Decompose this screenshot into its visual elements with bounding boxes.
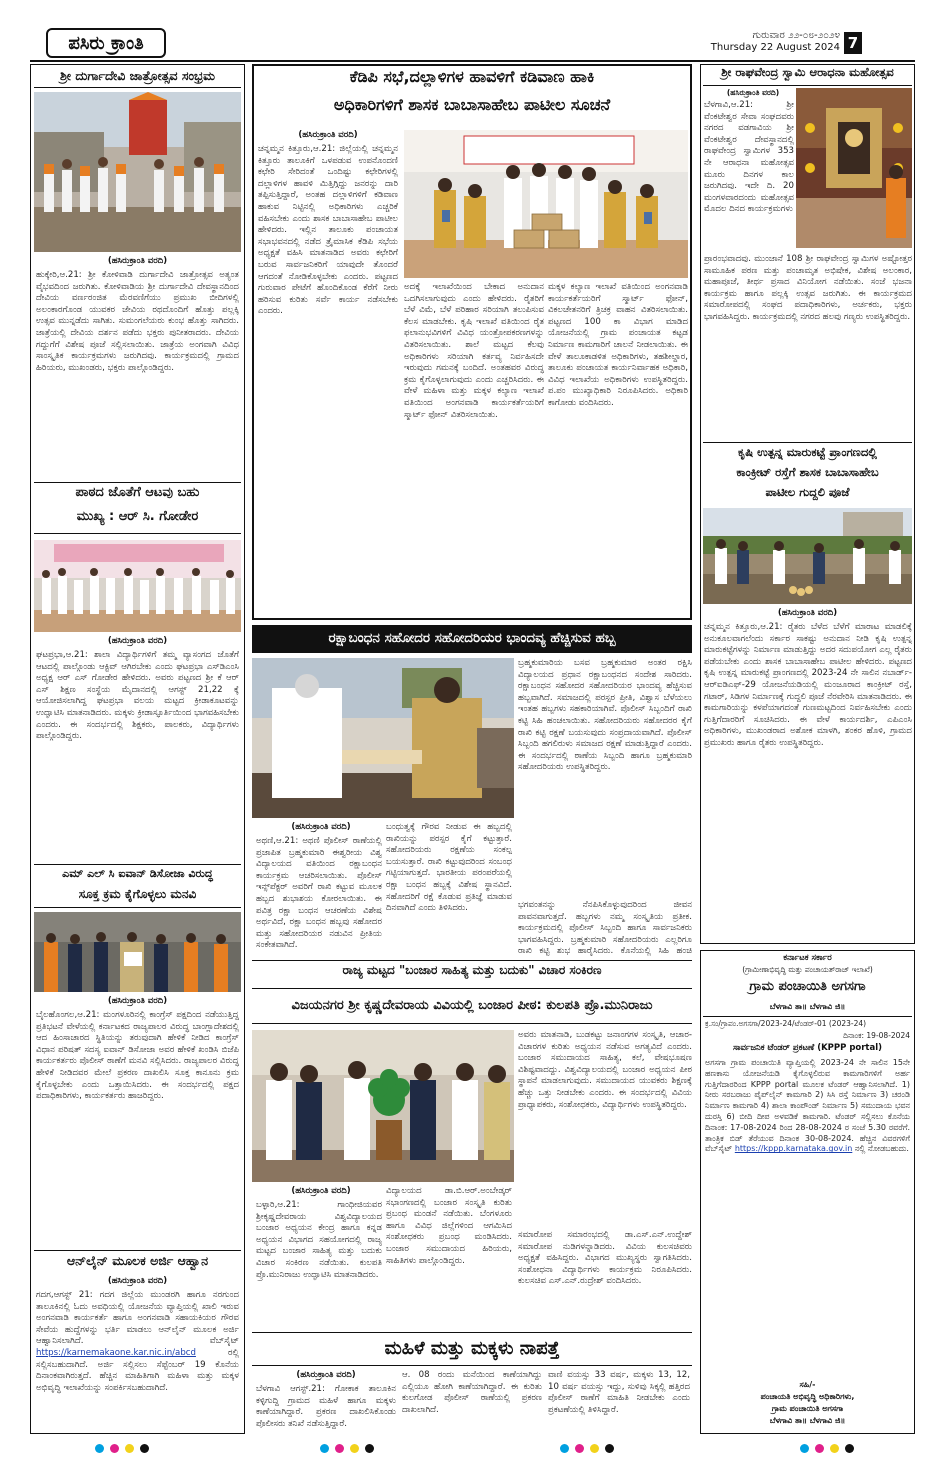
divider	[34, 482, 241, 483]
notice-signatory: ಪಂಚಾಯತಿ ಅಭಿವೃದ್ಧಿ ಅಧಿಕಾರಿಗಳು,	[760, 1392, 855, 1401]
apmc-headline-line3: ಪಾಟೀಲ ಗುದ್ದಲಿ ಪೂಜೆ	[765, 485, 850, 499]
raksha-side-column: ಬ್ರಹ್ಮಕುಮಾರಿಯ ಬಸವ ಬ್ರಹ್ಮಕುಮಾರ ಅಂತರ ರಕ್ಷಿಸಿ ವಿದ್ಯಾಲಯದ ಪ್ರಧಾನ ರಕ್ಷಾಬಂಧನದ ಸಂದೇಶ ಸಾರಿದರು. ರಕ್ಷಾಬಂಧನ ಸಹೋದರ ಸಹೋದರಿಯರ ಭಾಂದವ್ಯ ಹೆಚ್ಚಿಸುವ ಹಬ್ಬವಾಗಿದೆ. ಸಮಾಜದಲ್ಲಿ ಪರಸ್ಪರ ಪ್ರೀತಿ, ವಿಶ್ವಾಸ ಬೆಳೆಯಲು ಇಂತಹ ಹಬ್ಬಗಳು ಸಹಕಾರಿಯಾಗಿವೆ. ಪೊಲೀಸ್ ಸಿಬ್ಬಂದಿಗೆ ರಾಖಿ ಕಟ್ಟಿ ಸಿಹಿ ಹಂಚಲಾಯಿತು. ಸಹೋದರಿಯರು ಸಹೋದರರ ಕೈಗೆ ರಾಖಿ ಕಟ್ಟಿ ರಕ್ಷಣೆ ಬಯಸುವುದು ಸಂಪ್ರದಾಯವಾಗಿದೆ. ಪೊಲೀಸ್ ಸಿಬ್ಬಂದಿ ಹಗಲಿರುಳು ಸಮಾಜದ ರಕ್ಷಣೆ ಮಾಡುತ್ತಿದ್ದಾರೆ ಎಂದರು. ಈ ಸಂದರ್ಭದಲ್ಲಿ ಠಾಣೆಯ ಸಿಬ್ಬಂದಿ ಹಾಗೂ ಬ್ರಹ್ಮಕುಮಾರಿ ಸಹೋದರಿಯರು ಉಪಸ್ಥಿತರಿದ್ದರು.	[518, 658, 692, 773]
apmc-photo	[703, 508, 912, 604]
online-application-text-2: ರಲ್ಲಿ ಸಲ್ಲಿಸಬಹುದಾಗಿದೆ. ಅರ್ಜಿ ಸಲ್ಲಿಸಲು ಸೆಪ್ಟೆಂಬರ್ 19 ಕೊನೆಯ ದಿನಾಂಕವಾಗಿರುತ್ತದೆ. ಹೆಚ್ಚಿನ ಮಾಹಿತಿಗಾಗಿ ಮಹಿಳಾ ಮತ್ತು ಮಕ್ಕಳ ಅಭಿವೃದ್ಧಿ ಇಲಾಖೆಯನ್ನು ಸಂಪರ್ಕಿಸಬಹುದಾಗಿದೆ.	[36, 1347, 239, 1393]
raghavendra-body: ಪ್ರಾರಂಭವಾದವು. ಮುಂಜಾನೆ 108 ಶ್ರೀ ರಾಘವೇಂದ್ರ ಸ್ವಾಮಿಗಳ ಅಷ್ಟೋತ್ತರ ಸಾಮೂಹಿಕ ಪಠಣ ಮತ್ತು ಪಂಚಾಮೃತ ಅಭಿಷೇಕ, ವಿಶೇಷ ಅಲಂಕಾರ, ಮಹಾಪೂಜೆ, ತೀರ್ಥ ಪ್ರಸಾದ ವಿನಿಯೋಗ ನಡೆಯಿತು. ಸಂಜೆ ಭಜನಾ ಕಾರ್ಯಕ್ರಮ ಹಾಗೂ ಪಲ್ಲಕ್ಕಿ ಉತ್ಸವ ಜರುಗಿತು. ಈ ಕಾರ್ಯಕ್ರಮದ ಸಮಾರೋಪದಲ್ಲಿ ಸಂಘದ ಪದಾಧಿಕಾರಿಗಳು, ಅರ್ಚಕರು, ಭಕ್ತರು ಭಾಗವಹಿಸಿದ್ದರು. ಕಾರ್ಯಕ್ರಮದಲ್ಲಿ ನಗರದ ಹಲವು ಗಣ್ಯರು ಉಪಸ್ಥಿತರಿದ್ದರು.	[704, 254, 912, 322]
notice-reference: ಕ್ರ.ಸಂ/ಗ್ರಾಪಂ.ಅಗಸಗಾ/2023-24/ಟೆಂಡರ್-01 (2023-24)	[705, 1019, 867, 1028]
raksha-headline: ರಕ್ಷಾಬಂಧನ ಸಹೋದರ ಸಹೋದರಿಯರ ಭಾಂದವ್ಯ ಹೆಚ್ಚಿಸುವ ಹಬ್ಬ	[252, 625, 692, 653]
durgadevi-body: ಹುಕ್ಕೇರಿ,ಆ.21: ಶ್ರೀ ಕೋಳಿವಾಡಿ ದುರ್ಗಾದೇವಿ ಜಾತ್ರೋತ್ಸವ ಅತ್ಯಂತ ವೈಭವದಿಂದ ಜರುಗಿತು. ಕೋಳಿವಾಡಿಯ ಶ್ರೀ ದುರ್ಗಾದೇವಿ ದೇವಸ್ಥಾನದಿಂದ ದೇವಿಯ ವರ್ಣರಂಜಿತ ಮೆರವಣಿಗೆಯು ಪ್ರಮುಖ ಬೀದಿಗಳಲ್ಲಿ ಅಲಂಕಾರಗೊಂಡ ಯುವಕರ ಜೇವಿಯ ರಥದೊಂದಿಗೆ ಹೊತ್ತು ಪಲ್ಲಕ್ಕಿ ಉತ್ಸವ ಮುನ್ನಡೆದು ಸಾಗಿತು. ಸುಮಂಗಲೆಯರು ಕುಂಭ ಹೊತ್ತು ಸಾಗಿದರು. ಜಾತ್ರೆಯಲ್ಲಿ ದೇವಿಯ ದರ್ಶನ ಪಡೆದು ಭಕ್ತರು ಪುನೀತರಾದರು. ದೇವಿಯ ಗದ್ದುಗೆಗೆ ವಿಶೇಷ ಪೂಜೆ ಸಲ್ಲಿಸಲಾಯಿತು. ಜಾತ್ರೆಯ ಅಂಗವಾಗಿ ವಿವಿಧ ಸಾಂಸ್ಕೃತಿಕ ಕಾರ್ಯಕ್ರಮಗಳು ಜರುಗಿದವು. ಕಾರ್ಯಕ್ರಮದಲ್ಲಿ ಗ್ರಾಮದ ಹಿರಿಯರು, ಮುಖಂಡರು, ಭಕ್ತರು ಪಾಲ್ಗೊಂಡಿದ್ದರು.	[36, 270, 239, 373]
banjara-column-1: ಬಳ್ಳಾರಿ,ಆ.21: ಗಾಂಧೀಜಿಯವರ ಶ್ರೀಕೃಷ್ಣದೇವರಾಯ ವಿಶ್ವವಿದ್ಯಾಲಯದ ಬಂಜಾರ ಅಧ್ಯಯನ ಕೇಂದ್ರ ಹಾಗೂ ಕನ್ನಡ ಅಧ್ಯಯನ ವಿಭಾಗದ ಸಹಯೋಗದಲ್ಲಿ ರಾಜ್ಯ ಮಟ್ಟದ ಬಂಜಾರ ಸಾಹಿತ್ಯ ಮತ್ತು ಬದುಕು ವಿಚಾರ ಸಂಕಿರಣ ನಡೆಯಿತು. ಕುಲಪತಿ ಪ್ರೊ.ಮುನಿರಾಜು ಉದ್ಘಾಟಿಸಿ ಮಾತನಾಡಿದರು.	[256, 1200, 382, 1280]
missing-credit: (ಹಸಿರುಕ್ರಾಂತಿ ವರದಿ)	[296, 1370, 356, 1380]
registration-marks-center-left	[320, 1442, 380, 1454]
notice-text: ಅಗಸಗಾ ಗ್ರಾಮ ಪಂಚಾಯಿತಿ ವ್ಯಾಪ್ತಿಯಲ್ಲಿ 2023-24 ನೇ ಸಾಲಿನ 15ನೇ ಹಣಕಾಸು ಯೋಜನೆಯಡಿ ಕೈಗೊಳ್ಳಲಿರುವ ಕಾಮಗಾರಿಗಳಿಗೆ ಅರ್ಹ ಗುತ್ತಿಗೆದಾರರಿಂದ KPPP portal ಮೂಲಕ ಟೆಂಡರ್ ಆಹ್ವಾನಿಸಲಾಗಿದೆ. 1) ನೀರು ಸರಬರಾಜು ಪೈಪ್‌ಲೈನ್ ಕಾಮಗಾರಿ 2) ಸಿಸಿ ರಸ್ತೆ ನಿರ್ಮಾಣ 3) ಚರಂಡಿ ನಿರ್ಮಾಣ ಕಾಮಗಾರಿ 4) ಶಾಲಾ ಕಾಂಪೌಂಡ್ ನಿರ್ಮಾಣ 5) ಸಮುದಾಯ ಭವನ ದುರಸ್ತಿ 6) ಬೀದಿ ದೀಪ ಅಳವಡಿಕೆ ಕಾಮಗಾರಿ. ಟೆಂಡರ್ ಸಲ್ಲಿಸಲು ಕೊನೆಯ ದಿನಾಂಕ: 17-08-2024 ರಿಂದ 28-08-2024 ರ ಸಂಜೆ 5.30 ರವರೆಗೆ. ತಾಂತ್ರಿಕ ಬಿಡ್ ತೆರೆಯುವ ದಿನಾಂಕ 30-08-2024. ಹೆಚ್ಚಿನ ವಿವರಗಳಿಗೆ ವೆಬ್‌ಸೈಟ್	[705, 1058, 910, 1154]
notice-title: ಗ್ರಾಮ ಪಂಚಾಯಿತಿ ಅಗಸಗಾ	[749, 979, 866, 994]
durgadevi-headline: ಶ್ರೀ ದುರ್ಗಾದೇವಿ ಜಾತ್ರೋತ್ಸವ ಸಂಭ್ರಮ	[34, 66, 241, 88]
sports-headline-line2: ಮುಖ್ಯ : ಆರ್ ಸಿ. ಗೋಡೇರ	[34, 510, 241, 534]
yellow-dot	[125, 1444, 134, 1453]
kdp-credit: (ಹಸಿರುಕ್ರಾಂತಿ ವರದಿ)	[298, 130, 358, 140]
notice-signatory-place: ಬೆಳಗಾವಿ ತಾ॥ ಬೆಳಗಾವಿ ಜಿ॥	[769, 1416, 846, 1425]
registration-marks-left	[95, 1442, 155, 1454]
kdp-headline-line1: ಕೆಡಿಪಿ ಸಭೆ,ದಲ್ಲಾಳಿಗಳ ಹಾವಳಿಗೆ ಕಡಿವಾಣ ಹಾಕಿ	[349, 67, 595, 86]
kdp-column-1: ಚನ್ನಮ್ಮನ ಕಿತ್ತೂರು,ಆ.21: ಜಿಲ್ಲೆಯಲ್ಲಿ ಚನ್ನಮ್ಮನ ಕಿತ್ತೂರು ತಾಲೂಕಿಗೆ ಒಳಪಡುವ ಉಪನೊಂದಣಿ ಕಛೇರಿ ಸೇರಿದಂತೆ ಒಂದಿಷ್ಟು ಕಛೇರಿಗಳಲ್ಲಿ ದಲ್ಲಾಳಿಗಳ ಹಾವಳಿ ಮಿತ್ತಿಗ್ಗಿದ್ದು ಜನರನ್ನು ದಾರಿ ತಪ್ಪಿಸುತ್ತಿದ್ದಾರೆ, ಅಂತಹ ದಲ್ಲಾಳಿಗಳಿಗೆ ಕಡಿವಾಣ ಹಾಕುವ ನಿಟ್ಟಿನಲ್ಲಿ ಅಧಿಕಾರಿಗಳು ಎಚ್ಚರಿಕೆ ವಹಿಸಬೇಕು ಎಂದು ಶಾಸಕ ಬಾಬಾಸಾಹೇಬ ಪಾಟೀಲ ಹೇಳಿದರು. ಇಲ್ಲಿನ ತಾಲೂಕು ಪಂಚಾಯತ ಸಭಾಭವನದಲ್ಲಿ ನಡೆದ ತ್ರೈಮಾಸಿಕ ಕೆಡಿಪಿ ಸಭೆಯ ಅಧ್ಯಕ್ಷತೆ ವಹಿಸಿ ಮಾತನಾಡಿದ ಅವರು ಕಛೇರಿಗೆ ಬರುವ ಸಾರ್ವಜನಿಕರಿಗೆ ಯಾವುದೇ ತೊಂದರೆ ಆಗದಂತೆ ನೋಡಿಕೊಳ್ಳಬೇಕು ಎಂದರು. ಪಟ್ಟಣದ ಗುರುವಾರ ಪೇಟೆಗೆ ಹೊಂದಿಕೊಂಡ ಕೆರೆಗೆ ನೀರು ಹರಿಸುವ ಕುರಿತು ಸರ್ವೆ ಕಾರ್ಯ ನಡೆಸಬೇಕು ಎಂದರು.	[258, 144, 398, 317]
banjara-column-2: ವಿದ್ಯಾಲಯದ ಡಾ.ಬಿ.ಆರ್.ಅಂಬೇಡ್ಕರ್ ಸಭಾಂಗಣದಲ್ಲಿ ಬಂಜಾರ ಸಂಸ್ಕೃತಿ ಕುರಿತು ಪ್ರಬಂಧ ಮಂಡನೆ ನಡೆಯಿತು. ಬೆಂಗಳೂರು ಹಾಗೂ ವಿವಿಧ ಜಿಲ್ಲೆಗಳಿಂದ ಆಗಮಿಸಿದ ಸಂಶೋಧಕರು ಪ್ರಬಂಧ ಮಂಡಿಸಿದರು. ಬಂಜಾರ ಸಮುದಾಯದ ಹಿರಿಯರು, ಸಾಹಿತಿಗಳು ಪಾಲ್ಗೊಂಡಿದ್ದರು.	[386, 1186, 512, 1266]
issue-date	[690, 30, 840, 56]
magenta-dot	[575, 1444, 584, 1453]
yellow-dot	[350, 1444, 359, 1453]
raksha-credit: (ಹಸಿರುಕ್ರಾಂತಿ ವರದಿ)	[291, 822, 351, 832]
black-dot	[140, 1444, 149, 1453]
raghavendra-photo	[796, 88, 912, 248]
mlc-body: ಬೈಲಹೊಂಗಲ,ಆ.21: ಮಂಗಳೂರಿನಲ್ಲಿ ಕಾಂಗ್ರೆಸ್ ಪಕ್ಷದಿಂದ ನಡೆಯುತ್ತಿದ್ದ ಪ್ರತಿಭಟನೆ ವೇಳೆಯಲ್ಲಿ ಕರ್ನಾಟಕದ ರಾಜ್ಯಪಾಲರ ವಿರುದ್ಧ ಬಾಂಗ್ಲಾದೇಶದಲ್ಲಿ ಆದ ಹಿಂಸಾಚಾರದ ಸ್ಥಿತಿಯನ್ನು ತರುವುದಾಗಿ ಹೇಳಿಕೆ ನೀಡಿದ ಕಾಂಗ್ರೆಸ್ ವಿಧಾನ ಪರಿಷತ್ ಸದಸ್ಯ ಐವಾನ್ ಡಿಸೋಜಾ ಅವರ ಹೇಳಿಕೆ ಖಂಡಿಸಿ ಬಿಜೆಪಿ ಕಾರ್ಯಕರ್ತರು ಪೊಲೀಸ್ ಠಾಣೆಗೆ ಮನವಿ ಸಲ್ಲಿಸಿದರು. ರಾಜ್ಯಪಾಲರ ವಿರುದ್ಧ ಹೇಳಿಕೆ ನೀಡಿದವರ ಮೇಲೆ ಪ್ರಕರಣ ದಾಖಲಿಸಿ ಸೂಕ್ತ ಕಾನೂನು ಕ್ರಮ ಕೈಗೊಳ್ಳಬೇಕು ಎಂದು ಒತ್ತಾಯಿಸಿದರು. ಈ ಸಂದರ್ಭದಲ್ಲಿ ಪಕ್ಷದ ಪದಾಧಿಕಾರಿಗಳು, ಕಾರ್ಯಕರ್ತರು ಹಾಜರಿದ್ದರು.	[36, 1010, 239, 1102]
divider	[703, 1016, 912, 1017]
mlc-headline-line1: ಎಮ್ ಎಲ್ ಸಿ ಐವಾನ್ ಡಿಸೋಜಾ ವಿರುದ್ಧ	[62, 867, 213, 880]
black-dot	[365, 1444, 374, 1453]
page-number: 7	[844, 32, 862, 54]
online-application-headline: ಆನ್‌ಲೈನ್ ಮೂಲಕ ಅರ್ಜಿ ಆಹ್ವಾನ	[66, 1253, 209, 1268]
sports-headline-line1: ಪಾಠದ ಜೊತೆಗೆ ಆಟವು ಬಹು	[75, 485, 200, 500]
raghavendra-credit: (ಹಸಿರುಕ್ರಾಂತಿ ವರದಿ)	[726, 88, 780, 97]
issue-date-english: Thursday 22 August 2024	[710, 42, 840, 53]
mlc-photo	[34, 912, 241, 992]
sports-credit: (ಹಸಿರುಕ್ರಾಂತಿ ವರದಿ)	[107, 636, 168, 646]
cyan-dot	[800, 1444, 809, 1453]
cyan-dot	[320, 1444, 329, 1453]
notice-department: (ಗ್ರಾಮೀಣಾಭಿವೃದ್ಧಿ ಮತ್ತು ಪಂಚಾಯತ್‌ರಾಜ್ ಇಲಾಖೆ)	[742, 965, 873, 974]
missing-column-3: ವಾಣಿ ವಯಸ್ಸು 33 ವರ್ಷ, ಮಕ್ಕಳು 13, 12, 10 ವರ್ಷ ವಯಸ್ಸು ಇದ್ದು, ಸುಳಿವು ಸಿಕ್ಕಲ್ಲಿ ಹತ್ತಿರದ ಪೊಲೀಸ್ ಠಾಣೆಗೆ ಮಾಹಿತಿ ನೀಡಬೇಕು ಎಂದು ಪ್ರಕಟಣೆಯಲ್ಲಿ ತಿಳಿಸಿದ್ದಾರೆ.	[548, 1370, 690, 1415]
raksha-column-2: ಬಂಧುತ್ವಕ್ಕೆ ಗೌರವ ನೀಡುವ ಈ ಹಬ್ಬದಲ್ಲಿ ರಾಖಿಯನ್ನು ಪರಸ್ಪರ ಕೈಗೆ ಕಟ್ಟುತ್ತಾರೆ. ಸಹೋದರಿಯರು ರಕ್ಷಣೆಯ ಸಂಕಲ್ಪ ಬಯಸುತ್ತಾರೆ. ರಾಖಿ ಕಟ್ಟುವುದರಿಂದ ಸಂಬಂಧ ಗಟ್ಟಿಯಾಗುತ್ತದೆ. ಭಾರತೀಯ ಪರಂಪರೆಯಲ್ಲಿ ರಕ್ಷಾ ಬಂಧನ ಹಬ್ಬಕ್ಕೆ ವಿಶೇಷ ಸ್ಥಾನವಿದೆ. ಸಹೋದರಿಗೆ ರಕ್ಷೆ ಕೊಡುವ ಪ್ರತಿಜ್ಞೆ ಮಾಡುವ ದಿನವಾಗಿದೆ ಎಂದು ತಿಳಿಸಿದರು.	[386, 822, 512, 914]
banjara-side-column: ಅವರು ಮಾತನಾಡಿ, ಬುಡಕಟ್ಟು ಜನಾಂಗಗಳ ಸಂಸ್ಕೃತಿ, ಆಚಾರ-ವಿಚಾರಗಳ ಕುರಿತು ಅಧ್ಯಯನ ನಡೆಸುವ ಅಗತ್ಯವಿದೆ ಎಂದರು. ಬಂಜಾರ ಸಮುದಾಯದ ಸಾಹಿತ್ಯ, ಕಲೆ, ವೇಷಭೂಷಣ ವಿಶಿಷ್ಟವಾದದ್ದು. ವಿಶ್ವವಿದ್ಯಾಲಯದಲ್ಲಿ ಬಂಜಾರ ಅಧ್ಯಯನ ಪೀಠ ಸ್ಥಾಪನೆ ಮಾಡಲಾಗುವುದು. ಸಮುದಾಯದ ಯುವಕರು ಶಿಕ್ಷಣಕ್ಕೆ ಹೆಚ್ಚು ಒತ್ತು ನೀಡಬೇಕು ಎಂದರು. ಈ ಸಂದರ್ಭದಲ್ಲಿ ವಿವಿಯ ಪ್ರಾಧ್ಯಾಪಕರು, ಸಂಶೋಧಕರು, ವಿದ್ಯಾರ್ಥಿಗಳು ಉಪಸ್ಥಿತರಿದ್ದರು.	[518, 1030, 692, 1110]
black-dot	[605, 1444, 614, 1453]
issue-date-kannada: ಗುರುವಾರ ೨೨-೦೮-೨೦೨೪	[752, 30, 840, 41]
online-application-text: ಗದಗ,ಆಗಸ್ಟ್ 21: ಗದಗ ಜಿಲ್ಲೆಯ ಮುಂಡರಗಿ ಹಾಗೂ ನರಗುಂದ ತಾಲೂಕಿನಲ್ಲಿ ಓದು ಅವಧಿಯಲ್ಲಿ ಯೋಜನೆಯ ವ್ಯಾಪ್ತಿಯಲ್ಲಿ ಖಾಲಿ ಇರುವ ಅಂಗನವಾಡಿ ಕಾರ್ಯಕರ್ತೆ ಹಾಗೂ ಅಂಗನವಾಡಿ ಸಹಾಯಕಿಯರ ಗೌರವ ಸೇವೆಯ ಹುದ್ದೆಗಳನ್ನು ಭರ್ತಿ ಮಾಡಲು ಆನ್‌ಲೈನ್ ಮೂಲಕ ಅರ್ಜಿ ಆಹ್ವಾನಿಸಲಾಗಿದೆ. ವೆಬ್‌ಸೈಟ್	[36, 1290, 239, 1347]
divider	[703, 442, 912, 443]
durgadevi-photo	[34, 92, 241, 252]
raksha-photo	[252, 658, 514, 818]
missing-column-1: ಬೆಳಗಾವಿ ಆಗಸ್ಟ್.21: ಗೋಕಾಕ ತಾಲೂಕಿನ ಕಳ್ಳಿಗುದ್ದಿ ಗ್ರಾಮದ ಮಹಿಳೆ ಹಾಗೂ ಮಕ್ಕಳು ಕಾಣೆಯಾಗಿದ್ದಾರೆ. ಪ್ರಕರಣ ದಾಖಲಿಸಿಕೊಂಡು ಪೊಲೀಸರು ತನಿಖೆ ನಡೆಸುತ್ತಿದ್ದಾರೆ.	[256, 1384, 396, 1429]
magenta-dot	[335, 1444, 344, 1453]
magenta-dot	[110, 1444, 119, 1453]
cyan-dot	[560, 1444, 569, 1453]
banjara-column-3: ಸಮಾರೋಪ ಸಮಾರಂಭದಲ್ಲಿ ಡಾ.ಎಸ್.ಎನ್.ಉದ್ದೇಶ್ ಸಮಾರೋಪ ನುಡಿಗಳನ್ನಾಡಿದರು. ವಿವಿಯ ಕುಲಸಚಿವರು ಅಧ್ಯಕ್ಷತೆ ವಹಿಸಿದ್ದರು. ವಿಭಾಗದ ಮುಖ್ಯಸ್ಥರು ಸ್ವಾಗತಿಸಿದರು. ಸಂಶೋಧನಾ ವಿದ್ಯಾರ್ಥಿಗಳು ಕಾರ್ಯಕ್ರಮ ನಿರೂಪಿಸಿದರು. ಕುಲಸಚಿವ ಎಸ್.ಎನ್.ರುದ್ರೇಶ್ ವಂದಿಸಿದರು.	[518, 1230, 692, 1287]
missing-column-2: ಆ. 08 ರಂದು ಮನೆಯಿಂದ ಕಾಣೆಯಾಗಿದ್ದು ಎಲ್ಲಿಯೂ ಹೋಗಿ ಕಾಣೆಯಾಗಿದ್ದಾರೆ. ಈ ಕುರಿತು ಕುಲಗೋಡ ಪೊಲೀಸ್ ಠಾಣೆಯಲ್ಲಿ ಪ್ರಕರಣ ದಾಖಲಾಗಿದೆ.	[402, 1370, 542, 1415]
sports-body: ಘಟಪ್ರಭಾ,ಆ.21: ಶಾಲಾ ವಿದ್ಯಾರ್ಥಿಗಳಿಗೆ ತಮ್ಮ ವ್ಯಾಸಂಗದ ಜೊತೆಗೆ ಆಟದಲ್ಲಿ ಪಾಲ್ಗೊಂಡು ಆಕ್ಟಿವ್ ಆಗಿರಬೇಕು ಎಂದು ಘಟಪ್ರಭಾ ಎಸ್‌ಡಿಎಂಸಿ ಅಧ್ಯಕ್ಷ ಆರ್ ಎಸ್ ಗೋಡೇರ ಹೇಳಿದರು. ಅವರು ಪಟ್ಟಣದ ಶ್ರೀ ಕೆ ಆರ್ ಎಸ್ ಶಿಕ್ಷಣ ಸಂಸ್ಥೆಯ ಮೈದಾನದಲ್ಲಿ ಆಗಸ್ಟ್ 21,22 ಕ್ಕೆ ಆಯೋಜಿಸಲಾಗಿದ್ದ ಘಟಪ್ರಭಾ ವಲಯ ಮಟ್ಟದ ಕ್ರೀಡಾಕೂಟವನ್ನು ಉದ್ಘಾಟಿಸಿ ಮಾತನಾಡಿದರು. ಮಕ್ಕಳು ಕ್ರೀಡಾಸ್ಫೂರ್ತಿಯಿಂದ ಭಾಗವಹಿಸಬೇಕು ಎಂದರು. ಈ ಸಂದರ್ಭದಲ್ಲಿ ಶಿಕ್ಷಕರು, ಪಾಲಕರು, ವಿದ್ಯಾರ್ಥಿಗಳು ಪಾಲ್ಗೊಂಡಿದ್ದರು.	[36, 650, 239, 742]
online-application-link[interactable]: https://karnemakaone.kar.nic.in/abcd	[36, 1347, 196, 1358]
raksha-column-1: ಅಥಣಿ,ಆ.21: ಅಥಣಿ ಪೊಲೀಸ್ ಠಾಣೆಯಲ್ಲಿ ಪ್ರಜಾಪಿತ ಬ್ರಹ್ಮಕುಮಾರಿ ಈಶ್ವರೀಯ ವಿಶ್ವ ವಿದ್ಯಾಲಯದ ವತಿಯಿಂದ ರಕ್ಷಾಬಂಧನ ಕಾರ್ಯಕ್ರಮ ಆಚರಿಸಲಾಯಿತು. ಪೊಲೀಸ್ ಇನ್ಸ್‌ಪೆಕ್ಟರ್ ಅವರಿಗೆ ರಾಖಿ ಕಟ್ಟುವ ಮೂಲಕ ಹಬ್ಬದ ಶುಭಾಶಯ ಕೋರಲಾಯಿತು. ಈ ಪವಿತ್ರ ರಕ್ಷಾ ಬಂಧನ ಆಚರಣೆಯ ವಿಶೇಷ ಅರ್ಥವಿದೆ, ರಕ್ಷಾ ಬಂಧನ ಹಬ್ಬವು ಸಹೋದರ ಮತ್ತು ಸಹೋದರಿಯರ ನಡುವಿನ ಪ್ರೀತಿಯ ಸಂಕೇತವಾಗಿದೆ.	[256, 836, 382, 951]
notice-signature: ಸಹಿ/-	[799, 1380, 816, 1389]
mlc-headline-line2: ಸೂಕ್ತ ಕ್ರಮ ಕೈಗೊಳ್ಳಲು ಮನವಿ	[34, 888, 241, 908]
banjara-photo	[252, 1030, 514, 1182]
black-dot	[845, 1444, 854, 1453]
banjara-headline: ವಿಜಯನಗರ ಶ್ರೀ ಕೃಷ್ಣದೇವರಾಯ ವಿವಿಯಲ್ಲಿ ಬಂಜಾರ ಪೀಠ: ಕುಲಪತಿ ಪ್ರೊ.ಮುನಿರಾಜು	[252, 988, 692, 1024]
notice-text-2: ನಲ್ಲಿ ನೋಡಬಹುದು.	[854, 1144, 909, 1154]
notice-body	[705, 1058, 910, 1376]
newspaper-masthead: ಪಸಿರು ಕ್ರಾಂತಿ	[46, 28, 166, 58]
apmc-body: ಚನ್ನಮ್ಮನ ಕಿತ್ತೂರು,ಆ.21: ರೈತರು ಬೆಳೆದ ಬೆಳೆಗೆ ಮಾರಾಟ ಮಾಡಲಿಕ್ಕೆ ಅನುಕೂಲವಾಗಲೆಂದು ಸರ್ಕಾರ ಸಾಕಷ್ಟು ಅನುದಾನ ನೀಡಿ ಕೃಷಿ ಉತ್ಪನ್ನ ಮಾರುಕಟ್ಟೆಗಳನ್ನು ನಿರ್ಮಾಣ ಮಾಡುತ್ತಿದ್ದು ಅದರ ಸದುಪಯೋಗ ಎಲ್ಲ ರೈತರು ಪಡೆಯಬೇಕು ಎಂದು ಶಾಸಕ ಬಾಬಾಸಾಹೇಬ ಪಾಟೀಲ ಹೇಳಿದರು. ಪಟ್ಟಣದ ಕೃಷಿ ಉತ್ಪನ್ನ ಮಾರುಕಟ್ಟೆ ಪ್ರಾಂಗಣದಲ್ಲಿ 2023-24 ನೇ ಸಾಲಿನ ನಬಾರ್ಡ್-ಆರ್‌ಐಡಿಎಫ್-29 ಯೋಜನೆಯಡಿಯಲ್ಲಿ ಮಂಜೂರಾದ ಕಾಂಕ್ರೀಟ್ ರಸ್ತೆ, ಗಟಾರ್, ಸಿಡಿಗಳ ನಿರ್ಮಾಣಕ್ಕೆ ಗುದ್ದಲಿ ಪೂಜೆ ನೆರವೇರಿಸಿ ಮಾತನಾಡಿದರು. ಈ ಕಾಮಗಾರಿಯನ್ನು ಕಳಪೆಯಾಗದಂತೆ ಗುಣಮಟ್ಟದಿಂದ ನಿರ್ವಹಿಸಬೇಕು ಎಂದು ಗುತ್ತಿಗೆದಾರರಿಗೆ ಸೂಚಿಸಿದರು. ಈ ವೇಳೆ ಕಾರ್ಯದರ್ಶಿ, ಎಪಿಎಂಸಿ ಅಧಿಕಾರಿಗಳು, ಮುಖಂಡರಾದ ಅಶೋಕ ಮಾಳಗಿ, ಶಂಕರ ಹೊಳಿ, ಗ್ರಾಮದ ಪ್ರಮುಖರು ಹಾಗೂ ರೈತರು ಉಪಸ್ಥಿತರಿದ್ದರು.	[704, 622, 912, 748]
apmc-credit: (ಹಸಿರುಕ್ರಾಂತಿ ವರದಿ)	[777, 608, 838, 618]
kdp-column-3: ಮಕ್ಕಳ ಕಲ್ಯಾಣ ಇಲಾಖೆ ವತಿಯಿಂದ ಅಂಗನವಾಡಿ ಕಾರ್ಯಕರ್ತೆಯರಿಗೆ ಸ್ಮಾರ್ಟ್ ಫೋನ್, ವಿಕಲಚೇತನರಿಗೆ ತ್ರಿಚಕ್ರ ವಾಹನ ವಿತರಿಸಲಾಯಿತು. ಪಟ್ಟಣದ 100 ಕಾ ವಿಭಾಗ ಮಾಡಿದ ಯೋಜನೆಯಲ್ಲಿ ಗ್ರಾಮ ಪಂಚಾಯತ ಕಟ್ಟಡ ನಿರ್ಮಾಣ ಕಾಮಗಾರಿಗೆ ಚಾಲನೆ ನೀಡಲಾಯಿತು. ಈ ವೇಳೆ ತಾಲೂಕಾಡಳಿತ ಅಧಿಕಾರಿಗಳು, ತಹಶೀಲ್ದಾರ, ತಾಲೂಕು ಪಂಚಾಯತ ಕಾರ್ಯನಿರ್ವಾಹಕ ಅಧಿಕಾರಿ, ವಿವಿಧ ಇಲಾಖೆಯ ಅಧಿಕಾರಿಗಳು ಉಪಸ್ಥಿತರಿದ್ದರು. ಪ.ಪಂ ಮುಖ್ಯಾಧಿಕಾರಿ ನಿರೂಪಿಸಿದರು. ಅಧಿಕಾರಿ ಕಾಗೋಡು ವಂದಿಸಿದರು.	[548, 282, 688, 408]
kppp-portal-link[interactable]: https://kppp.karnataka.gov.in	[734, 1144, 853, 1154]
notice-date: ದಿನಾಂಕ: 19-08-2024	[843, 1031, 910, 1040]
kdp-headline-line2: ಅಧಿಕಾರಿಗಳಿಗೆ ಶಾಸಕ ಬಾಬಾಸಾಹೇಬ ಪಾಟೀಲ ಸೂಚನೆ	[333, 95, 611, 114]
magenta-dot	[815, 1444, 824, 1453]
apmc-headline-line1: ಕೃಷಿ ಉತ್ಪನ್ನ ಮಾರುಕಟ್ಟೆ ಪ್ರಾಂಗಣದಲ್ಲಿ	[738, 445, 877, 459]
raghavendra-headline: ಶ್ರೀ ರಾಘವೇಂದ್ರ ಸ್ವಾಮಿ ಆರಾಧನಾ ಮಹೋತ್ಸವ	[703, 66, 912, 86]
durgadevi-credit: (ಹಸಿರುಕ್ರಾಂತಿ ವರದಿ)	[107, 256, 168, 266]
notice-signatory-office: ಗ್ರಾಮ ಪಂಚಾಯಿತಿ ಅಗಸಗಾ	[771, 1404, 844, 1413]
apmc-headline-line2: ಕಾಂಕ್ರೀಟ್ ರಸ್ತೆಗೆ ಶಾಸಕ ಬಾಬಾಸಾಹೇಬ	[736, 465, 879, 479]
banjara-kicker: ರಾಜ್ಯ ಮಟ್ಟದ "ಬಂಜಾರ ಸಾಹಿತ್ಯ ಮತ್ತು ಬದುಕು" ವಿಚಾರ ಸಂಕಿರಣ	[342, 963, 602, 977]
notice-subtitle: ಬೆಳಗಾವಿ ತಾ॥ ಬೆಳಗಾವಿ ಜಿ॥	[769, 1002, 846, 1011]
kdp-photo	[404, 130, 688, 278]
mlc-credit: (ಹಸಿರುಕ್ರಾಂತಿ ವರದಿ)	[107, 996, 168, 1006]
missing-headline: ಮಹಿಳೆ ಮತ್ತು ಮಕ್ಕಳು ನಾಪತ್ತೆ	[252, 1332, 692, 1366]
yellow-dot	[830, 1444, 839, 1453]
notice-govt: ಕರ್ನಾಟಕ ಸರ್ಕಾರ	[783, 953, 832, 963]
raghavendra-side-text: ಬೆಳಗಾವಿ,ಆ.21: ಶ್ರೀ ವೆಂಕಟೇಶ್ವರ ಸೇವಾ ಸಂಘದವರು ನಗರದ ವಡಗಾವಿಯ ಶ್ರೀ ವೆಂಕಟೇಶ್ವರ ದೇವಸ್ಥಾನದಲ್ಲಿ ರಾಘವೇಂದ್ರ ಸ್ವಾಮಿಗಳ 353 ನೇ ಆರಾಧನಾ ಮಹೋತ್ಸವ ಮೂರು ದಿನಗಳ ಕಾಲ ಜರುಗಿದವು. ಇದೇ ದಿ. 20 ಮಂಗಳವಾರದಂದು ಮಹೋತ್ಸವ ಮೊದಲ ದಿನದ ಕಾರ್ಯಕ್ರಮಗಳು	[704, 100, 794, 215]
online-application-credit: (ಹಸಿರುಕ್ರಾಂತಿ ವರದಿ)	[107, 1276, 168, 1286]
divider	[252, 960, 692, 961]
online-application-body	[36, 1290, 239, 1430]
masthead-rule	[30, 60, 915, 62]
registration-marks-center-right	[560, 1442, 620, 1454]
banjara-credit: (ಹಸಿರುಕ್ರಾಂತಿ ವರದಿ)	[291, 1186, 351, 1196]
notice-heading: ಸಾರ್ವಜನಿಕ ಟೆಂಡರ್ ಪ್ರಕಟಣೆ (KPPP portal)	[732, 1043, 883, 1053]
sports-photo	[34, 540, 241, 632]
divider	[34, 864, 241, 865]
registration-marks-right	[800, 1442, 860, 1454]
kdp-column-2: ಅದಕ್ಕೆ ಇಲಾಖೆಯಿಂದ ಬೇಕಾದ ಅನುದಾನ ಒದಗಿಸಲಾಗುವುದು ಎಂದು ಹೇಳಿದರು. ರೈತರಿಗೆ ಬೆಳೆ ವಿಮೆ, ಬೆಳೆ ಪರಿಹಾರ ಸರಿಯಾಗಿ ತಲುಪಿಸುವ ಕೆಲಸ ಮಾಡಬೇಕು. ಕೃಷಿ ಇಲಾಖೆ ವತಿಯಿಂದ ರೈತ ಫಲಾನುಭವಿಗಳಿಗೆ ವಿವಿಧ ಯಂತ್ರೋಪಕರಣಗಳನ್ನು ವಿತರಿಸಲಾಯಿತು. ಶಾಲೆ ಮಟ್ಟದ ಕೆಲವು ಅಧಿಕಾರಿಗಳು ಸರಿಯಾಗಿ ಕರ್ತವ್ಯ ನಿರ್ವಹಿಸದೇ ಇರುವುದು ಗಮನಕ್ಕೆ ಬಂದಿದೆ. ಅಂತಹವರ ವಿರುದ್ಧ ಕ್ರಮ ಕೈಗೊಳ್ಳಲಾಗುವುದು ಎಂದು ಎಚ್ಚರಿಸಿದರು. ಈ ವೇಳೆ ಮಹಿಳಾ ಮತ್ತು ಮಕ್ಕಳ ಕಲ್ಯಾಣ ಇಲಾಖೆ ವತಿಯಿಂದ ಅಂಗನವಾಡಿ ಕಾರ್ಯಕರ್ತೆಯರಿಗೆ ಸ್ಮಾರ್ಟ್ ಫೋನ್ ವಿತರಿಸಲಾಯಿತು.	[404, 282, 544, 420]
cyan-dot	[95, 1444, 104, 1453]
raksha-column-3: ಭಗವಂತನನ್ನು ನೆನಪಿಸಿಕೊಳ್ಳುವುದರಿಂದ ಜೀವನ ಪಾವನವಾಗುತ್ತದೆ. ಹಬ್ಬಗಳು ನಮ್ಮ ಸಂಸ್ಕೃತಿಯ ಪ್ರತೀಕ. ಕಾರ್ಯಕ್ರಮದಲ್ಲಿ ಪೊಲೀಸ್ ಸಿಬ್ಬಂದಿ ಹಾಗೂ ಸಾರ್ವಜನಿಕರು ಭಾಗವಹಿಸಿದ್ದರು. ಬ್ರಹ್ಮಕುಮಾರಿ ಸಹೋದರಿಯರು ಎಲ್ಲರಿಗೂ ರಾಖಿ ಕಟ್ಟಿ ಶುಭ ಹಾರೈಸಿದರು. ಕೊನೆಯಲ್ಲಿ ಸಿಹಿ ಹಂಚಿ	[518, 900, 692, 956]
yellow-dot	[590, 1444, 599, 1453]
divider	[34, 1250, 241, 1251]
